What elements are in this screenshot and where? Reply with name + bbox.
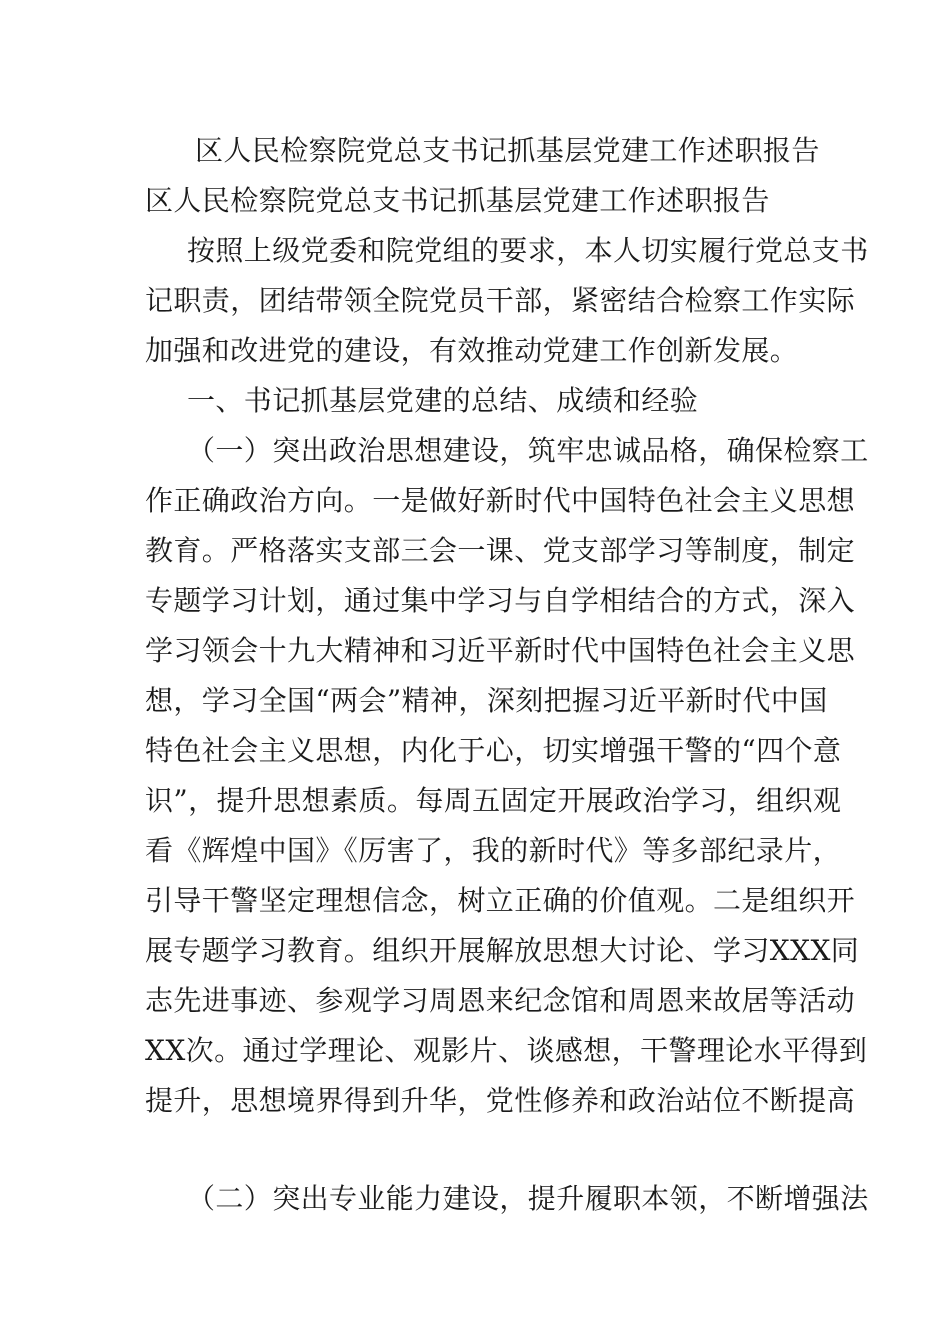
- paragraph-line: 展专题学习教育。组织开展解放思想大讨论、学习XXX同: [145, 934, 860, 967]
- paragraph-line: 志先进事迹、参观学习周恩来纪念馆和周恩来故居等活动: [145, 984, 856, 1017]
- document-title: 区人民检察院党总支书记抓基层党建工作述职报告: [145, 184, 770, 217]
- paragraph-line: （二）突出专业能力建设，提升履职本领，不断增强法: [187, 1182, 869, 1215]
- paragraph-line: 记职责，团结带领全院党员干部，紧密结合检察工作实际: [145, 284, 856, 317]
- document-title-centered: 区人民检察院党总支书记抓基层党建工作述职报告: [195, 134, 820, 167]
- paragraph-line: 按照上级党委和院党组的要求，本人切实履行党总支书: [187, 234, 869, 267]
- paragraph-line: 提升，思想境界得到升华，党性修养和政治站位不断提高: [145, 1084, 856, 1117]
- paragraph-line: 学习领会十九大精神和习近平新时代中国特色社会主义思: [145, 634, 856, 667]
- paragraph-line: 教育。严格落实支部三会一课、党支部学习等制度，制定: [145, 534, 856, 567]
- paragraph-line: 作正确政治方向。一是做好新时代中国特色社会主义思想: [145, 484, 856, 517]
- paragraph-line: 看《辉煌中国》《厉害了，我的新时代》等多部纪录片，: [145, 834, 842, 867]
- paragraph-line: 加强和改进党的建设，有效推动党建工作创新发展。: [145, 334, 799, 367]
- paragraph-line: XX次。通过学理论、观影片、谈感想，干警理论水平得到: [145, 1034, 868, 1067]
- section-heading: 一、书记抓基层党建的总结、成绩和经验: [187, 384, 699, 417]
- paragraph-line: 引导干警坚定理想信念，树立正确的价值观。二是组织开: [145, 884, 856, 917]
- paragraph-line: 特色社会主义思想，内化于心，切实增强干警的“四个意: [145, 734, 842, 767]
- paragraph-line: 识”，提升思想素质。每周五固定开展政治学习，组织观: [145, 784, 842, 817]
- paragraph-line: 想，学习全国“两会”精神，深刻把握习近平新时代中国: [145, 684, 828, 717]
- paragraph-line: （一）突出政治思想建设，筑牢忠诚品格，确保检察工: [187, 434, 869, 467]
- paragraph-line: 专题学习计划，通过集中学习与自学相结合的方式，深入: [145, 584, 856, 617]
